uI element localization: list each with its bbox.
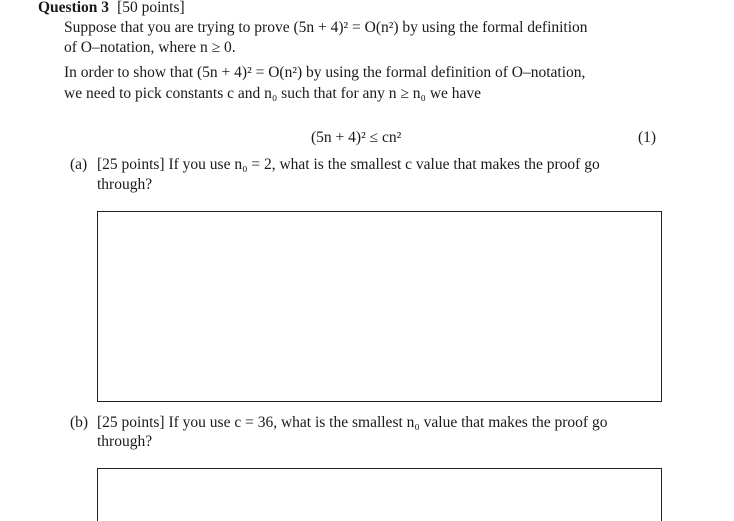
question-header xyxy=(38,0,185,18)
paragraph-2-line-1: In order to show that (5n + 4)² = O(n²) by using the formal definition of O–notation, xyxy=(64,64,586,81)
equation-number: (1) xyxy=(638,129,657,146)
paragraph-2-line-2: we need to pick constants c and n₀ such that for any n ≥ n₀ we have xyxy=(64,85,482,102)
part-b-label: (b) xyxy=(70,414,89,431)
part-b-line-1: [25 points] If you use c = 36, what is the smallest n₀ value that makes the proof go xyxy=(97,414,608,431)
question-points: [50 points] xyxy=(117,0,185,16)
question-title: Question 3 xyxy=(38,0,110,16)
part-b-line-2: through? xyxy=(97,433,153,450)
intro-line-1: Suppose that you are trying to prove (5n + 4)² = O(n²) by using the formal definition xyxy=(64,19,588,36)
intro-line-2: of O–notation, where n ≥ 0. xyxy=(64,39,236,56)
part-a-line-1: [25 points] If you use n₀ = 2, what is the smallest c value that makes the proof go xyxy=(97,156,600,173)
answer-box-b[interactable] xyxy=(97,468,662,521)
part-a-label: (a) xyxy=(70,156,88,173)
display-equation: (5n + 4)² ≤ cn² xyxy=(311,129,402,146)
part-a-line-2: through? xyxy=(97,176,153,193)
answer-box-a[interactable] xyxy=(97,211,662,402)
